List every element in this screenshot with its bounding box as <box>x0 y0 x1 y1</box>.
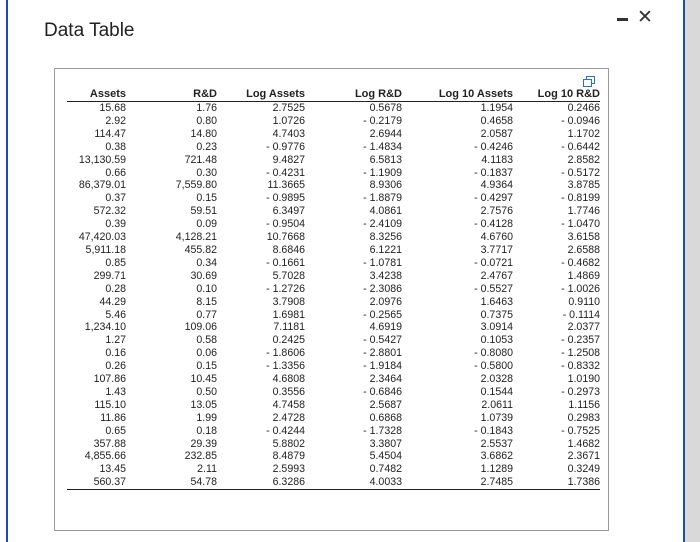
table-cell: 13,130.59 <box>78 153 126 166</box>
table-cell: - 1.8879 <box>363 192 402 205</box>
table-cell: 0.15 <box>196 192 217 205</box>
table-cell: 0.1544 <box>480 385 513 398</box>
window-controls <box>617 6 653 28</box>
table-cell: - 0.1661 <box>266 256 305 269</box>
table-cell: 0.2425 <box>272 334 305 347</box>
header-rd: R&D <box>126 88 217 102</box>
table-cell: 0.77 <box>196 308 217 321</box>
table-row <box>67 296 600 309</box>
copy-icon[interactable] <box>583 76 595 87</box>
table-cell: 4,128.21 <box>175 231 217 244</box>
table-cell: - 0.7525 <box>561 424 600 437</box>
table-cell: 86,379.01 <box>78 179 126 192</box>
table-cell: 3.6862 <box>480 450 513 463</box>
table-row <box>67 192 600 205</box>
table-row <box>67 334 600 347</box>
table-cell: 0.7482 <box>369 463 402 476</box>
table-cell: - 0.2565 <box>363 308 402 321</box>
table-cell: 2.92 <box>105 114 126 127</box>
table-row <box>67 373 600 386</box>
table-cell: 44.29 <box>99 295 126 308</box>
table-cell: - 0.2179 <box>363 114 402 127</box>
table-row <box>67 244 600 257</box>
table-cell: - 0.1837 <box>474 166 513 179</box>
table-cell: 115.10 <box>94 398 126 411</box>
table-cell: 1.43 <box>105 385 126 398</box>
table-cell: 29.39 <box>190 437 217 450</box>
table-cell: 2.0328 <box>480 373 513 386</box>
table-cell: 1.4682 <box>567 437 600 450</box>
table-cell: 4.6808 <box>272 373 305 386</box>
table-cell: 1.27 <box>105 334 126 347</box>
table-cell: 8.6846 <box>272 243 305 256</box>
table-cell: 1.0739 <box>480 411 513 424</box>
table-cell: 5.8802 <box>272 437 305 450</box>
table-cell: 0.18 <box>196 424 217 437</box>
table-cell: 0.2983 <box>567 411 600 424</box>
table-cell: 0.37 <box>105 192 126 205</box>
table-cell: 1.7386 <box>513 476 600 489</box>
table-cell: 2.6588 <box>567 243 600 256</box>
table-row <box>67 463 600 476</box>
table-cell: 2.3464 <box>369 373 402 386</box>
table-cell: 232.85 <box>184 450 217 463</box>
table-cell: 3.0914 <box>480 321 513 334</box>
table-cell: - 0.8332 <box>561 360 600 373</box>
table-cell: 8.9306 <box>369 179 402 192</box>
table-cell: 4.6919 <box>369 321 402 334</box>
table-cell: 2.0377 <box>567 321 600 334</box>
table-cell: 6.5813 <box>369 153 402 166</box>
table-cell: 1.1954 <box>480 102 513 114</box>
table-cell: - 2.4109 <box>363 218 402 231</box>
table-cell: 10.45 <box>190 373 217 386</box>
table-cell: 3.8785 <box>567 179 600 192</box>
table-cell: 1.76 <box>196 102 217 114</box>
close-icon[interactable]: ✕ <box>637 6 653 28</box>
window-title: Data Table <box>44 20 135 41</box>
table-cell: 1.0190 <box>567 373 600 386</box>
table-cell: 0.15 <box>196 360 217 373</box>
table-cell: 1,234.10 <box>84 321 126 334</box>
table-cell: 107.86 <box>93 373 126 386</box>
table-cell: 3.7908 <box>272 295 305 308</box>
table-cell: 2.6944 <box>369 127 402 140</box>
table-cell: - 0.9504 <box>266 218 305 231</box>
table-row <box>67 128 600 141</box>
table-cell: 1.4869 <box>567 269 600 282</box>
table-cell: - 1.0781 <box>363 256 402 269</box>
table-cell: 1.7746 <box>567 205 600 218</box>
table-cell: 5.7028 <box>272 269 305 282</box>
window-left-border <box>6 0 8 542</box>
header-log-assets: Log Assets <box>217 88 305 102</box>
table-cell: 1.6981 <box>272 308 305 321</box>
table-cell: 560.37 <box>67 476 126 489</box>
table-cell: - 0.4244 <box>266 424 305 437</box>
table-row <box>67 438 600 451</box>
table-row <box>67 179 600 192</box>
table-cell: 2.8582 <box>567 153 600 166</box>
table-cell: - 0.5800 <box>474 360 513 373</box>
table-header-row <box>67 88 600 102</box>
table-cell: - 1.7328 <box>363 424 402 437</box>
table-cell: 2.7525 <box>272 102 305 114</box>
window-right-shade <box>685 0 700 542</box>
table-cell: 357.88 <box>93 437 126 450</box>
table-cell: - 0.4297 <box>474 192 513 205</box>
table-row <box>67 102 600 115</box>
header-log10-assets: Log 10 Assets <box>402 88 513 102</box>
table-cell: - 2.3086 <box>363 282 402 295</box>
table-cell: - 0.4682 <box>561 256 600 269</box>
table-cell: 13.45 <box>99 463 126 476</box>
table-cell: - 0.0721 <box>474 256 513 269</box>
table-cell: 3.3807 <box>369 437 402 450</box>
table-cell: 0.9110 <box>568 295 600 308</box>
table-cell: 6.3497 <box>272 205 305 218</box>
table-row <box>67 205 600 218</box>
table-cell: 8.4879 <box>272 450 305 463</box>
table-cell: 14.80 <box>190 127 217 140</box>
table-cell: 2.4767 <box>480 269 513 282</box>
table-cell: 0.23 <box>196 140 217 153</box>
table-cell: 4.0861 <box>369 205 402 218</box>
table-cell: 1.99 <box>196 411 217 424</box>
table-cell: - 1.9184 <box>363 360 402 373</box>
table-cell: - 0.5427 <box>363 334 402 347</box>
table-body <box>67 102 600 490</box>
header-log10-rd: Log 10 R&D <box>513 88 600 102</box>
table-row <box>67 218 600 231</box>
table-cell: 0.26 <box>105 360 126 373</box>
table-cell: 455.82 <box>184 243 217 256</box>
table-cell: 721.48 <box>184 153 217 166</box>
table-row <box>67 360 600 373</box>
table-cell: 4.7458 <box>272 398 305 411</box>
table-cell: - 1.8606 <box>266 347 305 360</box>
table-cell: 2.5993 <box>272 463 305 476</box>
table-cell: - 0.4246 <box>474 140 513 153</box>
table-cell: - 1.0470 <box>561 218 600 231</box>
table-cell: 2.0976 <box>369 295 402 308</box>
table-cell: 5,911.18 <box>85 243 126 256</box>
table-cell: 0.85 <box>105 256 126 269</box>
table-cell: - 0.9776 <box>266 140 305 153</box>
table-row <box>67 257 600 270</box>
table-cell: 3.4238 <box>369 269 402 282</box>
table-row <box>67 386 600 399</box>
table-cell: 2.5537 <box>480 437 513 450</box>
table-cell: 1.6463 <box>480 295 513 308</box>
table-cell: 4.0033 <box>305 476 402 489</box>
table-cell: 2.0611 <box>481 398 513 411</box>
table-row <box>67 167 600 180</box>
table-cell: - 1.2508 <box>561 347 600 360</box>
table-cell: 4.9364 <box>480 179 513 192</box>
table-cell: - 0.1843 <box>474 424 513 437</box>
table-cell: 5.46 <box>105 308 126 321</box>
table-row <box>67 115 600 128</box>
table-cell: 11.86 <box>100 411 126 424</box>
table-row <box>67 321 600 334</box>
table-cell: 8.15 <box>196 295 217 308</box>
table-cell: 8.3256 <box>369 231 402 244</box>
table-cell: 47,420.03 <box>78 231 126 244</box>
table-cell: - 2.8801 <box>363 347 402 360</box>
table-cell: 2.4728 <box>272 411 305 424</box>
table-cell: - 0.4128 <box>474 218 513 231</box>
table-cell: 0.4658 <box>480 114 513 127</box>
table-cell: - 0.1114 <box>562 308 600 321</box>
table-cell: 4.6760 <box>480 231 513 244</box>
table-cell: 0.80 <box>196 114 217 127</box>
table-cell: 7,559.80 <box>175 179 217 192</box>
table-cell: - 1.0026 <box>561 282 600 295</box>
table-cell: 2.7485 <box>402 476 513 489</box>
table-row <box>67 270 600 283</box>
table-cell: 0.5678 <box>369 102 402 114</box>
table-cell: - 0.4231 <box>266 166 305 179</box>
header-log-rd: Log R&D <box>305 88 402 102</box>
table-cell: - 0.2973 <box>561 385 600 398</box>
table-cell: 11.3665 <box>267 179 305 192</box>
table-row <box>67 425 600 438</box>
table-cell: - 0.6442 <box>561 140 600 153</box>
table-cell: 0.16 <box>105 347 126 360</box>
table-cell: 0.1053 <box>480 334 513 347</box>
table-cell: 299.71 <box>93 269 126 282</box>
table-cell: 0.38 <box>105 140 126 153</box>
table-cell: 0.3249 <box>567 463 600 476</box>
table-cell: 0.3556 <box>272 385 305 398</box>
table-cell: 3.6158 <box>567 231 600 244</box>
table-cell: 6.1221 <box>369 243 402 256</box>
table-row <box>67 309 600 322</box>
table-cell: 0.30 <box>196 166 217 179</box>
table-cell: 114.47 <box>94 127 126 140</box>
table-cell: 5.4504 <box>369 450 402 463</box>
table-row <box>67 347 600 360</box>
table-cell: 13.05 <box>190 398 217 411</box>
table-cell: 1.1156 <box>568 398 600 411</box>
table-cell: 7.1181 <box>273 321 305 334</box>
table-cell: 0.39 <box>105 218 126 231</box>
table-cell: - 0.8080 <box>474 347 513 360</box>
table-cell: 0.06 <box>196 347 217 360</box>
table-cell: - 0.5172 <box>561 166 600 179</box>
table-cell: 0.28 <box>105 282 126 295</box>
table-row <box>67 154 600 167</box>
table-cell: - 0.8199 <box>561 192 600 205</box>
table-cell: - 0.5527 <box>474 282 513 295</box>
data-table <box>67 88 600 490</box>
table-row <box>67 476 600 489</box>
table-cell: 0.2466 <box>567 102 600 114</box>
table-cell: 0.65 <box>105 424 126 437</box>
table-cell: 10.7668 <box>266 231 305 244</box>
table-cell: - 1.2726 <box>266 282 305 295</box>
table-cell: 54.78 <box>126 476 217 489</box>
table-cell: 59.51 <box>190 205 217 218</box>
header-assets: Assets <box>67 88 126 102</box>
table-cell: 0.09 <box>196 218 217 231</box>
table-cell: 6.3286 <box>217 476 305 489</box>
table-cell: - 0.9895 <box>266 192 305 205</box>
table-cell: 2.0587 <box>480 127 513 140</box>
table-cell: 4,855.66 <box>84 450 126 463</box>
table-cell: - 1.3356 <box>266 360 305 373</box>
table-row <box>67 399 600 412</box>
table-cell: 572.32 <box>93 205 126 218</box>
table-cell: 9.4827 <box>272 153 305 166</box>
table-cell: 0.10 <box>196 282 217 295</box>
table-row <box>67 231 600 244</box>
table-cell: 0.6868 <box>369 411 402 424</box>
table-cell: 30.69 <box>190 269 217 282</box>
table-cell: - 1.4834 <box>363 140 402 153</box>
table-row <box>67 412 600 425</box>
table-cell: 0.66 <box>105 166 126 179</box>
table-cell: 2.11 <box>197 463 217 476</box>
table-cell: 109.06 <box>184 321 217 334</box>
table-cell: 1.0726 <box>272 114 305 127</box>
table-cell: 1.1702 <box>567 127 600 140</box>
table-cell: 0.34 <box>196 256 217 269</box>
table-cell: - 1.1909 <box>363 166 402 179</box>
table-cell: 1.1289 <box>480 463 513 476</box>
table-cell: 15.68 <box>99 102 126 114</box>
table-cell: 2.3671 <box>567 450 600 463</box>
table-cell: 0.50 <box>196 385 217 398</box>
table-cell: 4.1183 <box>481 153 513 166</box>
table-row <box>67 283 600 296</box>
table-row <box>67 141 600 154</box>
table-cell: 0.58 <box>196 334 217 347</box>
table-cell: - 0.6846 <box>363 385 402 398</box>
minimize-icon[interactable] <box>617 18 628 21</box>
table-cell: 2.5687 <box>369 398 402 411</box>
table-cell: - 0.0946 <box>561 114 600 127</box>
table-cell: - 0.2357 <box>561 334 600 347</box>
table-cell: 2.7576 <box>480 205 513 218</box>
table-row <box>67 450 600 463</box>
table-cell: 0.7375 <box>480 308 513 321</box>
table-cell: 3.7717 <box>480 243 513 256</box>
table-cell: 4.7403 <box>272 127 305 140</box>
